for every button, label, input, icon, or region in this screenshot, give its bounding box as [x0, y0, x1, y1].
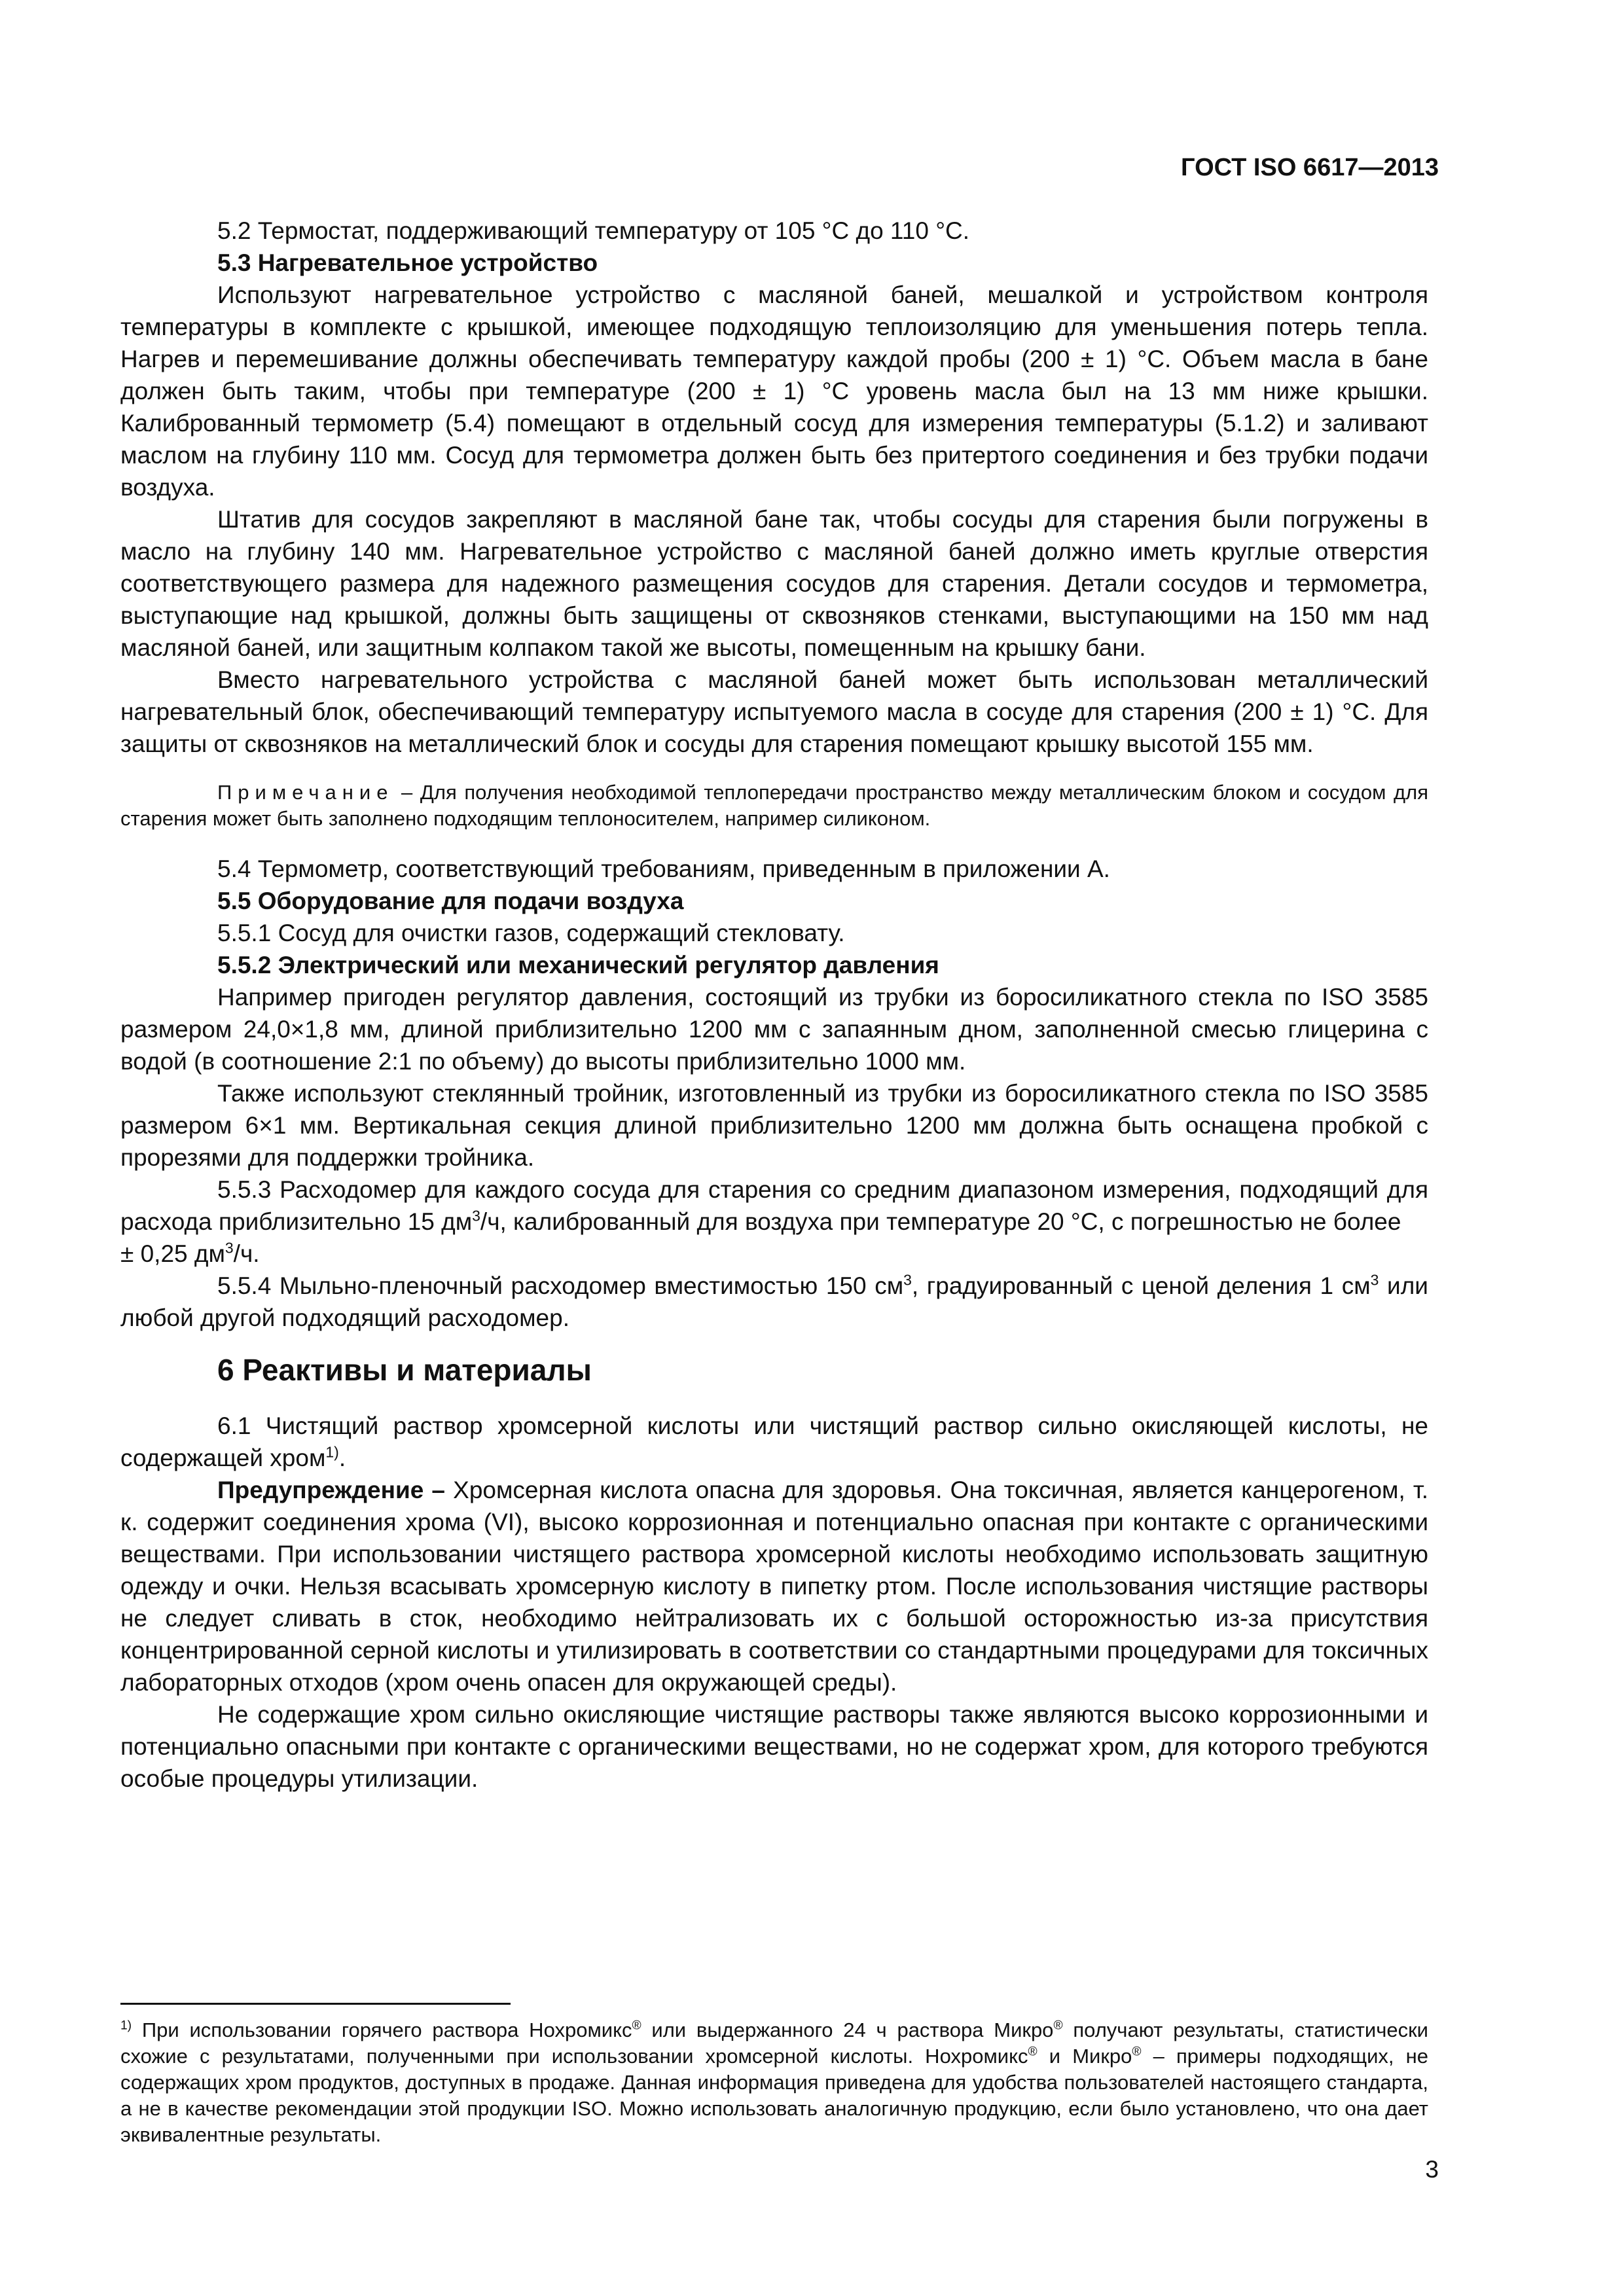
text-run: При использовании горячего раствора Нохромикс: [132, 2018, 632, 2041]
heading-5-5-2: 5.5.2 Электрический или механический регулятор давления: [217, 952, 939, 978]
registered-mark: ®: [632, 2018, 641, 2033]
warning-label: Предупреждение –: [217, 1477, 446, 1503]
clause-5-2: 5.2 Термостат, поддерживающий температуру от 105 °С до 110 °С.: [217, 217, 969, 244]
note-label: Примечание: [217, 781, 394, 804]
superscript: 3: [472, 1207, 480, 1225]
section-heading-6: 6 Реактивы и материалы: [217, 1353, 592, 1387]
clause-6-1: [120, 1410, 1428, 1474]
text-run: 5.5.4 Мыльно-пленочный расходомер вместимостью 150 см: [217, 1272, 904, 1299]
text-run: или выдержанного 24 ч раствора Микро: [641, 2018, 1054, 2041]
footnote-ref[interactable]: 1): [325, 1443, 339, 1461]
note-text: – Для получения необходимой теплопередачи пространство между металлическим блоком и сосудом для старения может быть заполнено подходящим теплоносителем, например силиконом.: [120, 781, 1428, 830]
clause-5-5-3-tolerance: [120, 1238, 1428, 1270]
clause-5-5-1: 5.5.1 Сосуд для очистки газов, содержащий стекловату.: [217, 920, 845, 946]
document-body: [120, 215, 1428, 1795]
text-run: или любой другой подходящий расходомер.: [120, 1272, 1428, 1331]
text-run: – примеры подходящих, не содержащих хром продуктов, доступных в продаже. Данная информация приведена для удобства пользователей настоящего стандарта, а не в качестве рекомендации этой продукции ISO. Можно использовать аналогичную продукцию, если было установлено, что она дает эквивалентные результаты.: [120, 2045, 1428, 2146]
clause-5-4: 5.4 Термометр, соответствующий требованиям, приведенным в приложении А.: [217, 855, 1110, 882]
paragraph: Вместо нагревательного устройства с масляной баней может быть использован металлический нагревательный блок, обеспечивающий температуру испытуемого масла в сосуде для старения (200 ± 1) °С. Для защиты от сквозняков на металлический блок и сосуды для старения помещают крышку высотой 155 мм.: [120, 666, 1428, 757]
text-run: , градуированный с ценой деления 1 см: [911, 1272, 1371, 1299]
clause-5-5-4: [120, 1270, 1428, 1334]
warning-paragraph: [120, 1474, 1428, 1698]
paragraph: Также используют стеклянный тройник, изготовленный из трубки из боросиликатного стекла по ISO 3585 размером 6×1 мм. Вертикальная секция длиной приблизительно 1200 мм должна быть оснащена пробкой с прорезями для поддержки тройника.: [120, 1080, 1428, 1171]
document-header: ГОСТ ISO 6617—2013: [1181, 154, 1439, 181]
footnote-divider: [120, 2003, 511, 2005]
paragraph: Например пригоден регулятор давления, состоящий из трубки из боросиликатного стекла по ISO 3585 размером 24,0×1,8 мм, длиной приблизительно 1200 мм с запаянным дном, заполненной смесью глицерина с водой (в соотношение 2:1 по объему) до высоты приблизительно 1000 мм.: [120, 984, 1428, 1075]
footnote: [120, 2017, 1428, 2148]
text-run: .: [338, 1444, 346, 1471]
paragraph: Не содержащие хром сильно окисляющие чистящие растворы также являются высоко коррозионными и потенциально опасными при контакте с органическими веществами, но не содержат хром, для которого требуются особые процедуры утилизации.: [120, 1701, 1428, 1792]
registered-mark: ®: [1053, 2018, 1063, 2033]
paragraph: Используют нагревательное устройство с масляной баней, мешалкой и устройством контроля температуры в комплекте с крышкой, имеющее подходящую теплоизоляцию для уменьшения потерь тепла. Нагрев и перемешивание должны обеспечивать температуру каждой пробы (200 ± 1) °С. Объем масла в бане должен быть таким, чтобы при температуре (200 ± 1) °С уровень масла был на 13 мм ниже крышки. Калиброванный термометр (5.4) помещают в отдельный сосуд для измерения температуры (5.1.2) и заливают маслом на глубину 110 мм. Сосуд для термометра должен быть без притертого соединения и без трубки подачи воздуха.: [120, 281, 1428, 501]
superscript: 3: [903, 1271, 912, 1289]
text-run: /ч.: [233, 1240, 260, 1267]
text-run: ± 0,25 дм: [120, 1240, 225, 1267]
text-run: получают результаты, статистически схожие с результатами, полученными при использовании хромсерной кислоты. Нохромикс: [120, 2018, 1428, 2068]
text-run: 6.1 Чистящий раствор хромсерной кислоты или чистящий раствор сильно окисляющей кислоты, не содержащей хром: [120, 1412, 1428, 1471]
note: [120, 780, 1428, 832]
text-run: 5.5.3 Расходомер для каждого сосуда для старения со средним диапазоном измерения, подходящий для расхода приблизительно 15 дм: [120, 1176, 1428, 1235]
registered-mark: ®: [1028, 2045, 1038, 2059]
paragraph: Штатив для сосудов закрепляют в масляной бане так, чтобы сосуды для старения были погружены в масло на глубину 140 мм. Нагревательное устройство с масляной баней должно иметь круглые отверстия соответствующего размера для надежного размещения сосудов для старения. Детали сосудов и термометра, выступающие над крышкой, должны быть защищены от сквозняков стенками, выступающими на 150 мм над масляной баней, или защитным колпаком такой же высоты, помещенным на крышку бани.: [120, 506, 1428, 661]
registered-mark: ®: [1132, 2045, 1142, 2059]
superscript: 3: [1370, 1271, 1379, 1289]
heading-5-3: 5.3 Нагревательное устройство: [217, 249, 598, 276]
heading-5-5: 5.5 Оборудование для подачи воздуха: [217, 888, 684, 914]
text-run: и Микро: [1037, 2045, 1132, 2068]
text-run: /ч, калиброванный для воздуха при температуре 20 °С, с погрешностью не более: [480, 1208, 1401, 1235]
page-number: 3: [1425, 2156, 1439, 2183]
clause-5-5-3: [120, 1174, 1428, 1238]
warning-text: Хромсерная кислота опасна для здоровья. Она токсичная, является канцерогеном, т. к. содержит соединения хрома (VI), высоко коррозионная и потенциально опасная при контакте с органическими веществами. При использовании чистящего раствора хромсерной кислоты необходимо использовать защитную одежду и очки. Нельзя всасывать хромсерную кислоту в пипетку ртом. После использования чистящие растворы не следует сливать в сток, необходимо нейтрализовать их с большой осторожностью из-за присутствия концентрированной серной кислоты и утилизировать в соответствии со стандартными процедурами для токсичных лабораторных отходов (хром очень опасен для окружающей среды).: [120, 1477, 1428, 1696]
footnote-marker: 1): [120, 2018, 132, 2033]
superscript: 3: [225, 1239, 234, 1257]
